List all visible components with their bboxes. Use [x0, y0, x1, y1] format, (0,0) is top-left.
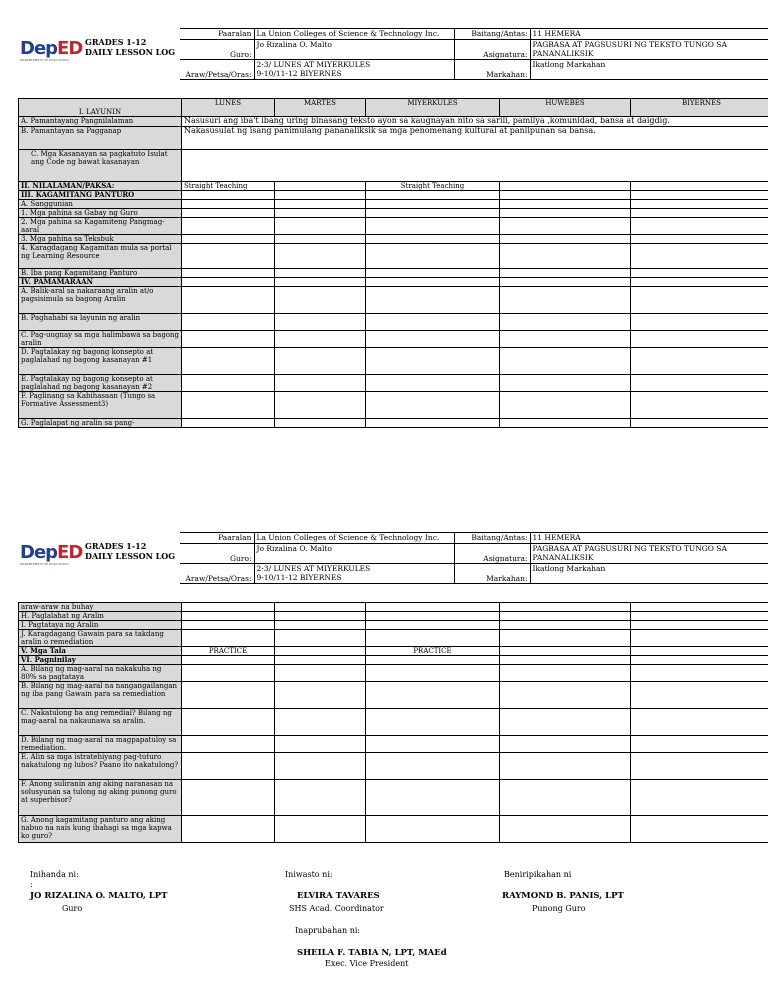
iniwasto-role: SHS Acad. Coordinator [289, 904, 384, 913]
cell [366, 331, 500, 348]
cell [275, 392, 366, 419]
cell [631, 287, 768, 314]
row-label: I. Pagtataya ng Aralin [19, 621, 182, 630]
cell [500, 375, 631, 392]
cell [182, 191, 275, 200]
table-row [19, 127, 768, 150]
cell [500, 191, 631, 200]
table-row [19, 209, 768, 218]
cell [275, 244, 366, 269]
cell [631, 278, 768, 287]
table-row [19, 375, 768, 392]
cell [275, 218, 366, 235]
markahan-label: Markahan: [454, 60, 530, 80]
cell [275, 269, 366, 278]
cell [500, 218, 631, 235]
logo-dep-text: Dep [20, 542, 58, 563]
row-label: IV. PAMAMARAAN [19, 278, 182, 287]
cell [275, 816, 366, 843]
day-biyernes: BIYERNES [631, 99, 768, 117]
cell [631, 603, 768, 612]
logo-ed-text: ED [57, 38, 83, 59]
cell [500, 209, 631, 218]
table-row [19, 392, 768, 419]
cell [366, 244, 500, 269]
row-value [182, 150, 768, 182]
cell [182, 682, 275, 709]
asignatura-label: Asignatura: [454, 544, 530, 564]
cell [275, 656, 366, 665]
log-title: DAILY LESSON LOG [85, 47, 176, 57]
table-row [19, 647, 768, 656]
cell [182, 603, 275, 612]
table-row [19, 200, 768, 209]
cell [631, 682, 768, 709]
row-label: III. KAGAMITANG PANTURO [19, 191, 182, 200]
guro-label: Guro: [180, 40, 254, 60]
cell [275, 621, 366, 630]
inaprubahan-label: Inaprubahan ni: [295, 926, 361, 935]
cell [275, 419, 366, 428]
deped-logo [18, 538, 178, 574]
paaralan-value: La Union Colleges of Science & Technology Inc. [254, 29, 454, 40]
cell [366, 753, 500, 780]
cell [275, 209, 366, 218]
cell [366, 709, 500, 736]
cell [275, 709, 366, 736]
cell [366, 603, 500, 612]
cell [631, 218, 768, 235]
cell [500, 348, 631, 375]
cell [631, 269, 768, 278]
logo-ed-text: ED [57, 542, 83, 563]
cell [500, 753, 631, 780]
inaprubahan-role: Exec. Vice President [325, 959, 409, 968]
cell [275, 647, 366, 656]
row-label: C. Nakatulong ba ang remedial? Bilang ng mag-aaral na nakaunawa sa aralin. [19, 709, 182, 736]
cell [275, 612, 366, 621]
cell [366, 419, 500, 428]
cell [182, 218, 275, 235]
cell [366, 736, 500, 753]
cell [366, 665, 500, 682]
araw-label: Araw/Petsa/Oras: [180, 60, 254, 80]
cell [631, 419, 768, 428]
paaralan-value: La Union Colleges of Science & Technology Inc. [254, 533, 454, 544]
asignatura-value: PAGBASA AT PAGSUSURI NG TEKSTO TUNGO SA PANANALIKSIK [530, 544, 768, 564]
table-row [19, 682, 768, 709]
cell [631, 816, 768, 843]
cell [631, 736, 768, 753]
cell [182, 269, 275, 278]
araw-value: 2-3/ LUNES AT MIYERKULES 9-10/11-12 BIYERNES [254, 60, 454, 80]
cell [500, 647, 631, 656]
guro-value: Jo Rizalina O. Malto [254, 40, 454, 60]
guro-label: Guro: [180, 544, 254, 564]
cell [631, 612, 768, 621]
cell [366, 287, 500, 314]
cell [500, 269, 631, 278]
cell [500, 630, 631, 647]
cell [366, 630, 500, 647]
row-label: E. Pagtalakay ng bagong konsepto at paglalahad ng bagong kasanayan #2 [19, 375, 182, 392]
row-label: B. Bilang ng mag-aaral na nangangailangan ng iba pang Gawain para sa remediation [19, 682, 182, 709]
practice-label: PRACTICE [366, 647, 500, 656]
header-table [180, 532, 768, 584]
row-label: D. Bilang ng mag-aaral na magpapatuloy sa remediation. [19, 736, 182, 753]
cell [275, 375, 366, 392]
cell [366, 682, 500, 709]
cell [182, 621, 275, 630]
table-row [19, 603, 768, 612]
cell [500, 235, 631, 244]
asignatura-value: PAGBASA AT PAGSUSURI NG TEKSTO TUNGO SA PANANALIKSIK [530, 40, 768, 60]
day-huwebes: HUWEBES [500, 99, 631, 117]
cell [631, 191, 768, 200]
cell [182, 331, 275, 348]
row-label: B. Pamantayan sa Pagganap [19, 127, 182, 150]
cell [366, 621, 500, 630]
cell [366, 218, 500, 235]
cell [500, 603, 631, 612]
cell [500, 278, 631, 287]
colon-mark: : [30, 880, 33, 889]
day-miyerkules: MIYERKULES [366, 99, 500, 117]
row-label: F. Paglinang sa Kabihasaan (Tungo sa Formative Assessment3) [19, 392, 182, 419]
row-label: VI. Pagninilay [19, 656, 182, 665]
iniwasto-label: Iniwasto ni: [285, 870, 333, 879]
cell [182, 314, 275, 331]
cell [182, 278, 275, 287]
cell [182, 348, 275, 375]
day-lunes: LUNES [182, 99, 275, 117]
cell [275, 682, 366, 709]
asignatura-label: Asignatura: [454, 40, 530, 60]
cell [182, 753, 275, 780]
cell [275, 191, 366, 200]
header-table [180, 28, 768, 80]
table-row [19, 621, 768, 630]
cell [182, 235, 275, 244]
table-row [19, 314, 768, 331]
cell [275, 603, 366, 612]
cell [366, 348, 500, 375]
cell [631, 709, 768, 736]
table-row [19, 278, 768, 287]
table-row [19, 331, 768, 348]
cell [366, 269, 500, 278]
cell [275, 287, 366, 314]
cell [366, 200, 500, 209]
cell [500, 612, 631, 621]
baitang-value: 11 HEMERA [530, 29, 768, 40]
cell [182, 419, 275, 428]
nilalaman-label: II. NILALAMAN/PAKSA: [19, 182, 182, 191]
lesson-log-table-2 [18, 602, 768, 843]
cell [631, 244, 768, 269]
table-row [19, 709, 768, 736]
cell [631, 665, 768, 682]
markahan-value: Ikatlong Markahan [530, 60, 768, 80]
cell [275, 314, 366, 331]
row-label: J. Karagdagang Gawain para sa takdang aralin o remediation [19, 630, 182, 647]
cell [500, 200, 631, 209]
logo-subtitle: DEPARTMENT OF EDUCATION [20, 58, 69, 62]
cell [182, 200, 275, 209]
row-label: A. Pamantayang Pangnilalaman [19, 117, 182, 127]
cell [182, 392, 275, 419]
cell [366, 191, 500, 200]
cell [631, 348, 768, 375]
table-row [19, 630, 768, 647]
nilalaman-miyerkules: Straight Teaching [366, 182, 500, 191]
cell [366, 656, 500, 665]
table-row [19, 780, 768, 816]
cell [366, 392, 500, 419]
cell [500, 314, 631, 331]
iniwasto-name: ELVIRA TAVARES [297, 891, 380, 901]
table-row [19, 150, 768, 182]
cell [500, 621, 631, 630]
row-label: G. Anong kagamitang panturo ang aking nabuo na nais kung ibahagi sa mga kapwa ko guro? [19, 816, 182, 843]
cell [275, 278, 366, 287]
row-value: Nasusuri ang iba't ibang uring binasang teksto ayon sa kaugnayan nito sa sarili, pamilya ,komunidad, bansa at daigdig. [182, 117, 768, 127]
log-title-block [85, 541, 175, 561]
cell [500, 656, 631, 665]
cell [182, 209, 275, 218]
row-label: A. Balik-aral sa nakaraang aralin at/o pagsisimula sa bagong Aralin [19, 287, 182, 314]
grades-label: GRADES 1-12 [85, 37, 147, 47]
row-label: 2. Mga pahina sa Kagamiteng Pangmag-aaral [19, 218, 182, 235]
cell [275, 200, 366, 209]
row-label: G. Paglalapat ng aralin sa pang- [19, 419, 182, 428]
araw-label: Araw/Petsa/Oras: [180, 564, 254, 584]
markahan-label: Markahan: [454, 564, 530, 584]
inihanda-role: Guro [62, 904, 83, 913]
table-row [19, 191, 768, 200]
cell [500, 244, 631, 269]
cell [366, 612, 500, 621]
row-label: F. Anong suliranin ang aking naranasan na solusyunan sa tulong ng aking punong guro at superbisor? [19, 780, 182, 816]
cell [631, 331, 768, 348]
markahan-value: Ikatlong Markahan [530, 564, 768, 584]
cell [500, 287, 631, 314]
logo-subtitle: DEPARTMENT OF EDUCATION [20, 562, 69, 566]
baitang-value: 11 HEMERA [530, 533, 768, 544]
cell [182, 287, 275, 314]
table-row [19, 656, 768, 665]
cell [275, 665, 366, 682]
row-label: B. Iba pang Kagamitang Panturo [19, 269, 182, 278]
row-label: A. Sanggunian [19, 200, 182, 209]
cell [631, 200, 768, 209]
cell [631, 647, 768, 656]
cell [275, 753, 366, 780]
paaralan-label: Paaralan [180, 29, 254, 40]
table-row [19, 269, 768, 278]
row-label: E. Alin sa mga istratehiyang pag-tuturo nakatulong ng lubos? Paano ito nakatulong? [19, 753, 182, 780]
baitang-label: Baitang/Antas: [454, 29, 530, 40]
cell [631, 235, 768, 244]
row-label: V. Mga Tala [19, 647, 182, 656]
cell [366, 816, 500, 843]
inaprubahan-name: SHEILA F. TABIA N, LPT, MAEd [297, 948, 447, 958]
table-row [19, 612, 768, 621]
cell [182, 630, 275, 647]
deped-logo [18, 34, 178, 70]
row-value: Nakasusulat ng isang panimulang pananaliksik sa mga penomenang kultural at panlipunan sa bansa. [182, 127, 768, 150]
cell [182, 612, 275, 621]
cell [500, 736, 631, 753]
table-row [19, 665, 768, 682]
cell [631, 392, 768, 419]
table-row [19, 182, 768, 191]
cell [631, 780, 768, 816]
table-body [19, 191, 768, 428]
row-label: H. Paglalahat ng Aralin [19, 612, 182, 621]
inihanda-label: Inihanda ni: [30, 870, 79, 879]
log-title-block [85, 37, 175, 57]
row-label: B. Paghahabi sa layunin ng aralin [19, 314, 182, 331]
cell [366, 278, 500, 287]
cell [500, 780, 631, 816]
table-row [19, 117, 768, 127]
row-label: 3. Mga pahina sa Teksbuk [19, 235, 182, 244]
cell [500, 392, 631, 419]
inihanda-name: JO RIZALINA O. MALTO, LPT [30, 891, 168, 901]
cell [182, 780, 275, 816]
row-label: A. Bilang ng mag-aaral na nakakuha ng 80% sa pagtataya [19, 665, 182, 682]
cell [631, 209, 768, 218]
table-row [19, 218, 768, 235]
cell [182, 816, 275, 843]
cell [631, 314, 768, 331]
cell [366, 235, 500, 244]
log-title: DAILY LESSON LOG [85, 551, 176, 561]
cell [500, 682, 631, 709]
day-martes: MARTES [275, 99, 366, 117]
cell [182, 244, 275, 269]
cell [631, 375, 768, 392]
cell [182, 709, 275, 736]
table-row [19, 753, 768, 780]
layunin-heading: I. LAYUNIN [19, 99, 182, 117]
cell [631, 630, 768, 647]
baitang-label: Baitang/Antas: [454, 533, 530, 544]
cell [275, 348, 366, 375]
cell [366, 780, 500, 816]
practice-label: PRACTICE [182, 647, 275, 656]
cell [275, 331, 366, 348]
cell [275, 780, 366, 816]
table-row [19, 816, 768, 843]
table-row [19, 287, 768, 314]
cell [182, 375, 275, 392]
grades-label: GRADES 1-12 [85, 541, 147, 551]
beripika-role: Punong Guro [532, 904, 586, 913]
cell [366, 375, 500, 392]
cell [275, 235, 366, 244]
araw-value: 2-3/ LUNES AT MIYERKULES 9-10/11-12 BIYERNES [254, 564, 454, 584]
row-label: 1. Mga pahina sa Gabay ng Guro [19, 209, 182, 218]
table-row [19, 348, 768, 375]
row-label: araw-araw na buhay [19, 603, 182, 612]
row-label: C. Mga Kasanayan sa pagkatuto Isulat ang Code ng bawat kasanayan [19, 150, 182, 182]
beripika-name: RAYMOND B. PANIS, LPT [502, 891, 624, 901]
cell [182, 656, 275, 665]
lesson-log-table-1 [18, 98, 768, 428]
table-row [19, 419, 768, 428]
cell [500, 665, 631, 682]
table-row [19, 244, 768, 269]
row-label: C. Pag-uugnay sa mga halimbawa sa bagong aralin [19, 331, 182, 348]
logo-dep-text: Dep [20, 38, 58, 59]
table-body [19, 603, 768, 843]
cell [631, 656, 768, 665]
cell [366, 209, 500, 218]
cell [500, 709, 631, 736]
row-label: 4. Karagdagang Kagamitan mula sa portal ng Learning Resource [19, 244, 182, 269]
cell [500, 419, 631, 428]
beripika-label: Beniripikahan ni [504, 870, 572, 879]
row-label: D. Pagtalakay ng bagong konsepto at paglalahad ng bagong kasanayan #1 [19, 348, 182, 375]
cell [182, 736, 275, 753]
cell [275, 630, 366, 647]
cell [275, 736, 366, 753]
cell [500, 331, 631, 348]
cell [366, 314, 500, 331]
cell [182, 665, 275, 682]
cell [500, 816, 631, 843]
cell [631, 753, 768, 780]
table-row [19, 235, 768, 244]
cell [631, 621, 768, 630]
guro-value: Jo Rizalina O. Malto [254, 544, 454, 564]
paaralan-label: Paaralan [180, 533, 254, 544]
nilalaman-lunes: Straight Teaching [182, 182, 275, 191]
table-row [19, 736, 768, 753]
